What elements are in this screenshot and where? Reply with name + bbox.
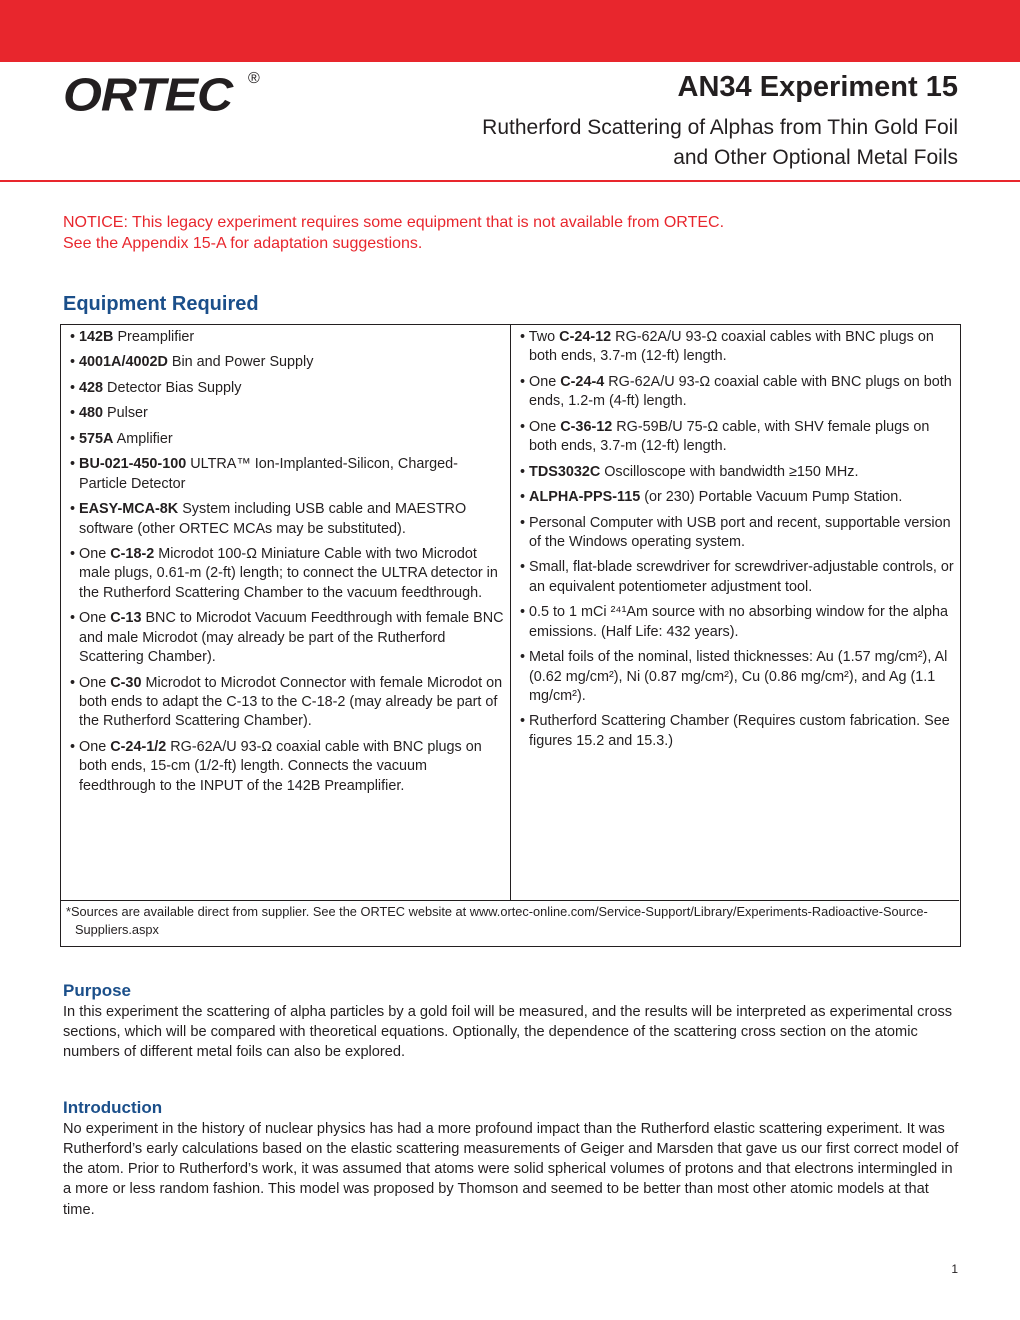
equipment-item: • EASY-MCA-8K System including USB cable and MAESTRO software (other ORTEC MCAs may be substituted). bbox=[70, 501, 467, 537]
item-description: BNC to Microdot Vacuum Feedthrough with female BNC and male Microdot (may already be part of the Rutherford Scattering Chamber). bbox=[79, 610, 504, 666]
item-model: ALPHA-PPS-115 bbox=[529, 489, 641, 506]
item-model: 480 bbox=[79, 405, 104, 422]
subtitle-line-2: and Other Optional Metal Foils bbox=[673, 146, 958, 170]
item-description: RG-62A/U 93-Ω coaxial cables with BNC plugs on both ends, 3.7-m (12-ft) length. bbox=[529, 329, 934, 365]
item-model: C-36-12 bbox=[560, 418, 613, 435]
equipment-table bbox=[60, 324, 961, 947]
equipment-item: • TDS3032C Oscilloscope with bandwidth ≥150 MHz. bbox=[520, 463, 859, 480]
item-description: Metal foils of the nominal, listed thicknesses: Au (1.57 mg/cm²), Al (0.62 mg/cm²), Ni (0.87 mg/cm²), Cu (0.86 mg/cm²), and Ag (1.1 mg/cm²). bbox=[529, 649, 948, 704]
page-subtitle bbox=[258, 113, 958, 174]
item-description: Small, flat-blade screwdriver for screwdriver-adjustable controls, or an equivalent potentiometer adjustment tool. bbox=[529, 559, 954, 595]
item-description: Personal Computer with USB port and recent, supportable version of the Windows operating system. bbox=[529, 514, 951, 550]
item-description: Preamplifier bbox=[113, 329, 195, 345]
item-description: RG-62A/U 93-Ω coaxial cable with BNC plugs on both ends, 15-cm (1/2-ft) length. Connects the vacuum feedthrough to the INPUT of the 142B Preamplifier. bbox=[79, 738, 482, 794]
item-description: (or 230) Portable Vacuum Pump Station. bbox=[640, 489, 903, 506]
item-prefix: One bbox=[79, 545, 111, 562]
item-prefix: One bbox=[79, 674, 111, 691]
purpose-heading: Purpose bbox=[63, 981, 132, 1000]
item-description: Microdot 100-Ω Miniature Cable with two Microdot male plugs, 0.61-m (2-ft) length; to connect the ULTRA detector in the Rutherford Scattering Chamber to the vacuum feedthrough. bbox=[79, 545, 498, 601]
equipment-item: • 480 Pulser bbox=[70, 405, 148, 422]
item-prefix: Two bbox=[528, 329, 560, 345]
equipment-heading: Equipment Required bbox=[63, 293, 259, 315]
equipment-item: • 575A Amplifier bbox=[70, 430, 173, 447]
item-description: RG-62A/U 93-Ω coaxial cable with BNC plugs on both ends, 1.2-m (4-ft) length. bbox=[529, 373, 952, 410]
introduction-heading: Introduction bbox=[63, 1098, 163, 1117]
purpose-text: In this experiment the scattering of alpha particles by a gold foil will be measured, and the results will be interpreted as experimental cross sections, which will be compared with theoretical equations. Optionally, the dependence of the scattering cross section on the atomic numbers of different metal foils can also be explored. bbox=[63, 1004, 953, 1061]
item-model: C-13 bbox=[110, 610, 142, 627]
item-description: Oscilloscope with bandwidth ≥150 MHz. bbox=[600, 463, 859, 480]
introduction-text: No experiment in the history of nuclear physics has had a more profound impact than the Rutherford elastic scattering experiment. It was Rutherford’s early calculations based on the elastic scattering measurements of Geiger and Marsden that gave us our first correct model of the atom. Prior to Rutherford’s work, it was assumed that atoms were solid spherical volumes of protons and that electrons intermingled in a more or less random fashion. This model was proposed by Thomson and seemed to be better than most other atomic models at that time. bbox=[63, 1121, 959, 1218]
item-model: 428 bbox=[79, 379, 104, 396]
equipment-right-column bbox=[511, 325, 960, 757]
item-description: RG-59B/U 75-Ω cable, with SHV female plugs on both ends, 3.7-m (12-ft) length. bbox=[529, 418, 930, 455]
equipment-item: • One C-24-1/2 RG-62A/U 93-Ω coaxial cable with BNC plugs on both ends, 15-cm (1/2-ft) length. Connects the vacuum feedthrough to the INPUT of the 142B Preamplifier. bbox=[70, 738, 482, 794]
equipment-item: • Two C-24-12 RG-62A/U 93-Ω coaxial cables with BNC plugs on both ends, 3.7-m (12-ft) length. bbox=[520, 329, 934, 365]
item-description: Bin and Power Supply bbox=[167, 354, 314, 371]
equipment-left-column bbox=[61, 325, 511, 900]
purpose-section bbox=[63, 981, 963, 1062]
equipment-footnote bbox=[61, 900, 959, 939]
notice bbox=[63, 213, 963, 255]
page-title: AN34 Experiment 15 bbox=[677, 71, 958, 103]
item-description: 0.5 to 1 mCi ²⁴¹Am source with no absorbing window for the alpha emissions. (Half Life: 432 years). bbox=[529, 604, 948, 640]
equipment-item: • 142B Preamplifier bbox=[70, 329, 195, 345]
equipment-item: • 0.5 to 1 mCi ²⁴¹Am source with no absorbing window for the alpha emissions. (Half Life: 432 years). bbox=[520, 604, 948, 640]
item-description: Microdot to Microdot Connector with female Microdot on both ends to adapt the C-13 to the C-18-2 (may already be part of the Rutherford Scattering Chamber). bbox=[79, 674, 503, 730]
notice-line-2: See the Appendix 15-A for adaptation suggestions. bbox=[63, 234, 423, 252]
item-model: 575A bbox=[79, 430, 114, 447]
page-number: 1 bbox=[951, 1262, 958, 1276]
equipment-item: • Personal Computer with USB port and recent, supportable version of the Windows operating system. bbox=[520, 514, 951, 550]
notice-line-1: NOTICE: This legacy experiment requires some equipment that is not available from ORTEC. bbox=[63, 214, 725, 231]
equipment-item: • ALPHA-PPS-115 (or 230) Portable Vacuum Pump Station. bbox=[520, 489, 903, 506]
item-model: C-24-4 bbox=[560, 373, 605, 390]
footnote-text: *Sources are available direct from supplier. See the ORTEC website at www.ortec-online.com/Service-Support/Library/Experiments-Radioactive-Source-Suppliers.aspx bbox=[66, 904, 928, 937]
item-model: 4001A/4002D bbox=[79, 354, 168, 371]
equipment-item: • Rutherford Scattering Chamber (Requires custom fabrication. See figures 15.2 and 15.3.) bbox=[520, 713, 950, 749]
item-model: 142B bbox=[79, 329, 114, 345]
equipment-item: • Metal foils of the nominal, listed thicknesses: Au (1.57 mg/cm²), Al (0.62 mg/cm²), Ni (0.87 mg/cm²), Cu (0.86 mg/cm²), and Ag (1.1 mg/cm²). bbox=[520, 649, 948, 704]
equipment-item: • One C-36-12 RG-59B/U 75-Ω cable, with SHV female plugs on both ends, 3.7-m (12-ft) length. bbox=[520, 418, 930, 455]
equipment-item: • BU-021-450-100 ULTRA™ Ion-Implanted-Silicon, Charged-Particle Detector bbox=[70, 456, 458, 492]
item-prefix: One bbox=[79, 738, 111, 755]
equipment-item: • One C-13 BNC to Microdot Vacuum Feedthrough with female BNC and male Microdot (may already be part of the Rutherford Scattering Chamber). bbox=[70, 610, 504, 666]
item-description: Detector Bias Supply bbox=[103, 379, 242, 396]
subtitle-line-1: Rutherford Scattering of Alphas from Thin Gold Foil bbox=[482, 116, 958, 139]
item-prefix: One bbox=[529, 418, 561, 435]
item-description: Pulser bbox=[103, 405, 148, 422]
item-model: EASY-MCA-8K bbox=[79, 501, 179, 518]
item-model: TDS3032C bbox=[529, 463, 601, 480]
header-rule bbox=[0, 180, 1020, 182]
item-prefix: One bbox=[529, 373, 561, 390]
item-description: ULTRA™ Ion-Implanted-Silicon, Charged-Particle Detector bbox=[79, 456, 458, 492]
item-model: C-18-2 bbox=[110, 545, 155, 562]
registered-mark: ® bbox=[248, 70, 260, 87]
equipment-item: • One C-24-4 RG-62A/U 93-Ω coaxial cable with BNC plugs on both ends, 1.2-m (4-ft) length. bbox=[520, 373, 952, 410]
ortec-logo: ORTEC bbox=[63, 69, 233, 121]
equipment-item: • 428 Detector Bias Supply bbox=[70, 379, 242, 396]
introduction-section bbox=[63, 1098, 963, 1220]
item-model: C-24-12 bbox=[559, 329, 612, 345]
equipment-item: • Small, flat-blade screwdriver for screwdriver-adjustable controls, or an equivalent potentiometer adjustment tool. bbox=[520, 559, 954, 595]
item-description: Amplifier bbox=[113, 430, 173, 447]
equipment-item: • 4001A/4002D Bin and Power Supply bbox=[70, 354, 314, 371]
item-description: Rutherford Scattering Chamber (Requires custom fabrication. See figures 15.2 and 15.3.) bbox=[529, 713, 950, 749]
item-model: C-30 bbox=[110, 674, 142, 691]
equipment-item: • One C-30 Microdot to Microdot Connector with female Microdot on both ends to adapt the C-13 to the C-18-2 (may already be part of the Rutherford Scattering Chamber). bbox=[70, 674, 503, 730]
item-description: System including USB cable and MAESTRO software (other ORTEC MCAs may be substituted). bbox=[79, 501, 467, 537]
item-prefix: One bbox=[79, 610, 111, 627]
top-red-bar bbox=[0, 0, 1020, 62]
item-model: BU-021-450-100 bbox=[79, 456, 187, 473]
equipment-item: • One C-18-2 Microdot 100-Ω Miniature Cable with two Microdot male plugs, 0.61-m (2-ft) length; to connect the ULTRA detector in the Rutherford Scattering Chamber to the vacuum feedthrough. bbox=[70, 545, 498, 601]
item-model: C-24-1/2 bbox=[110, 738, 167, 755]
